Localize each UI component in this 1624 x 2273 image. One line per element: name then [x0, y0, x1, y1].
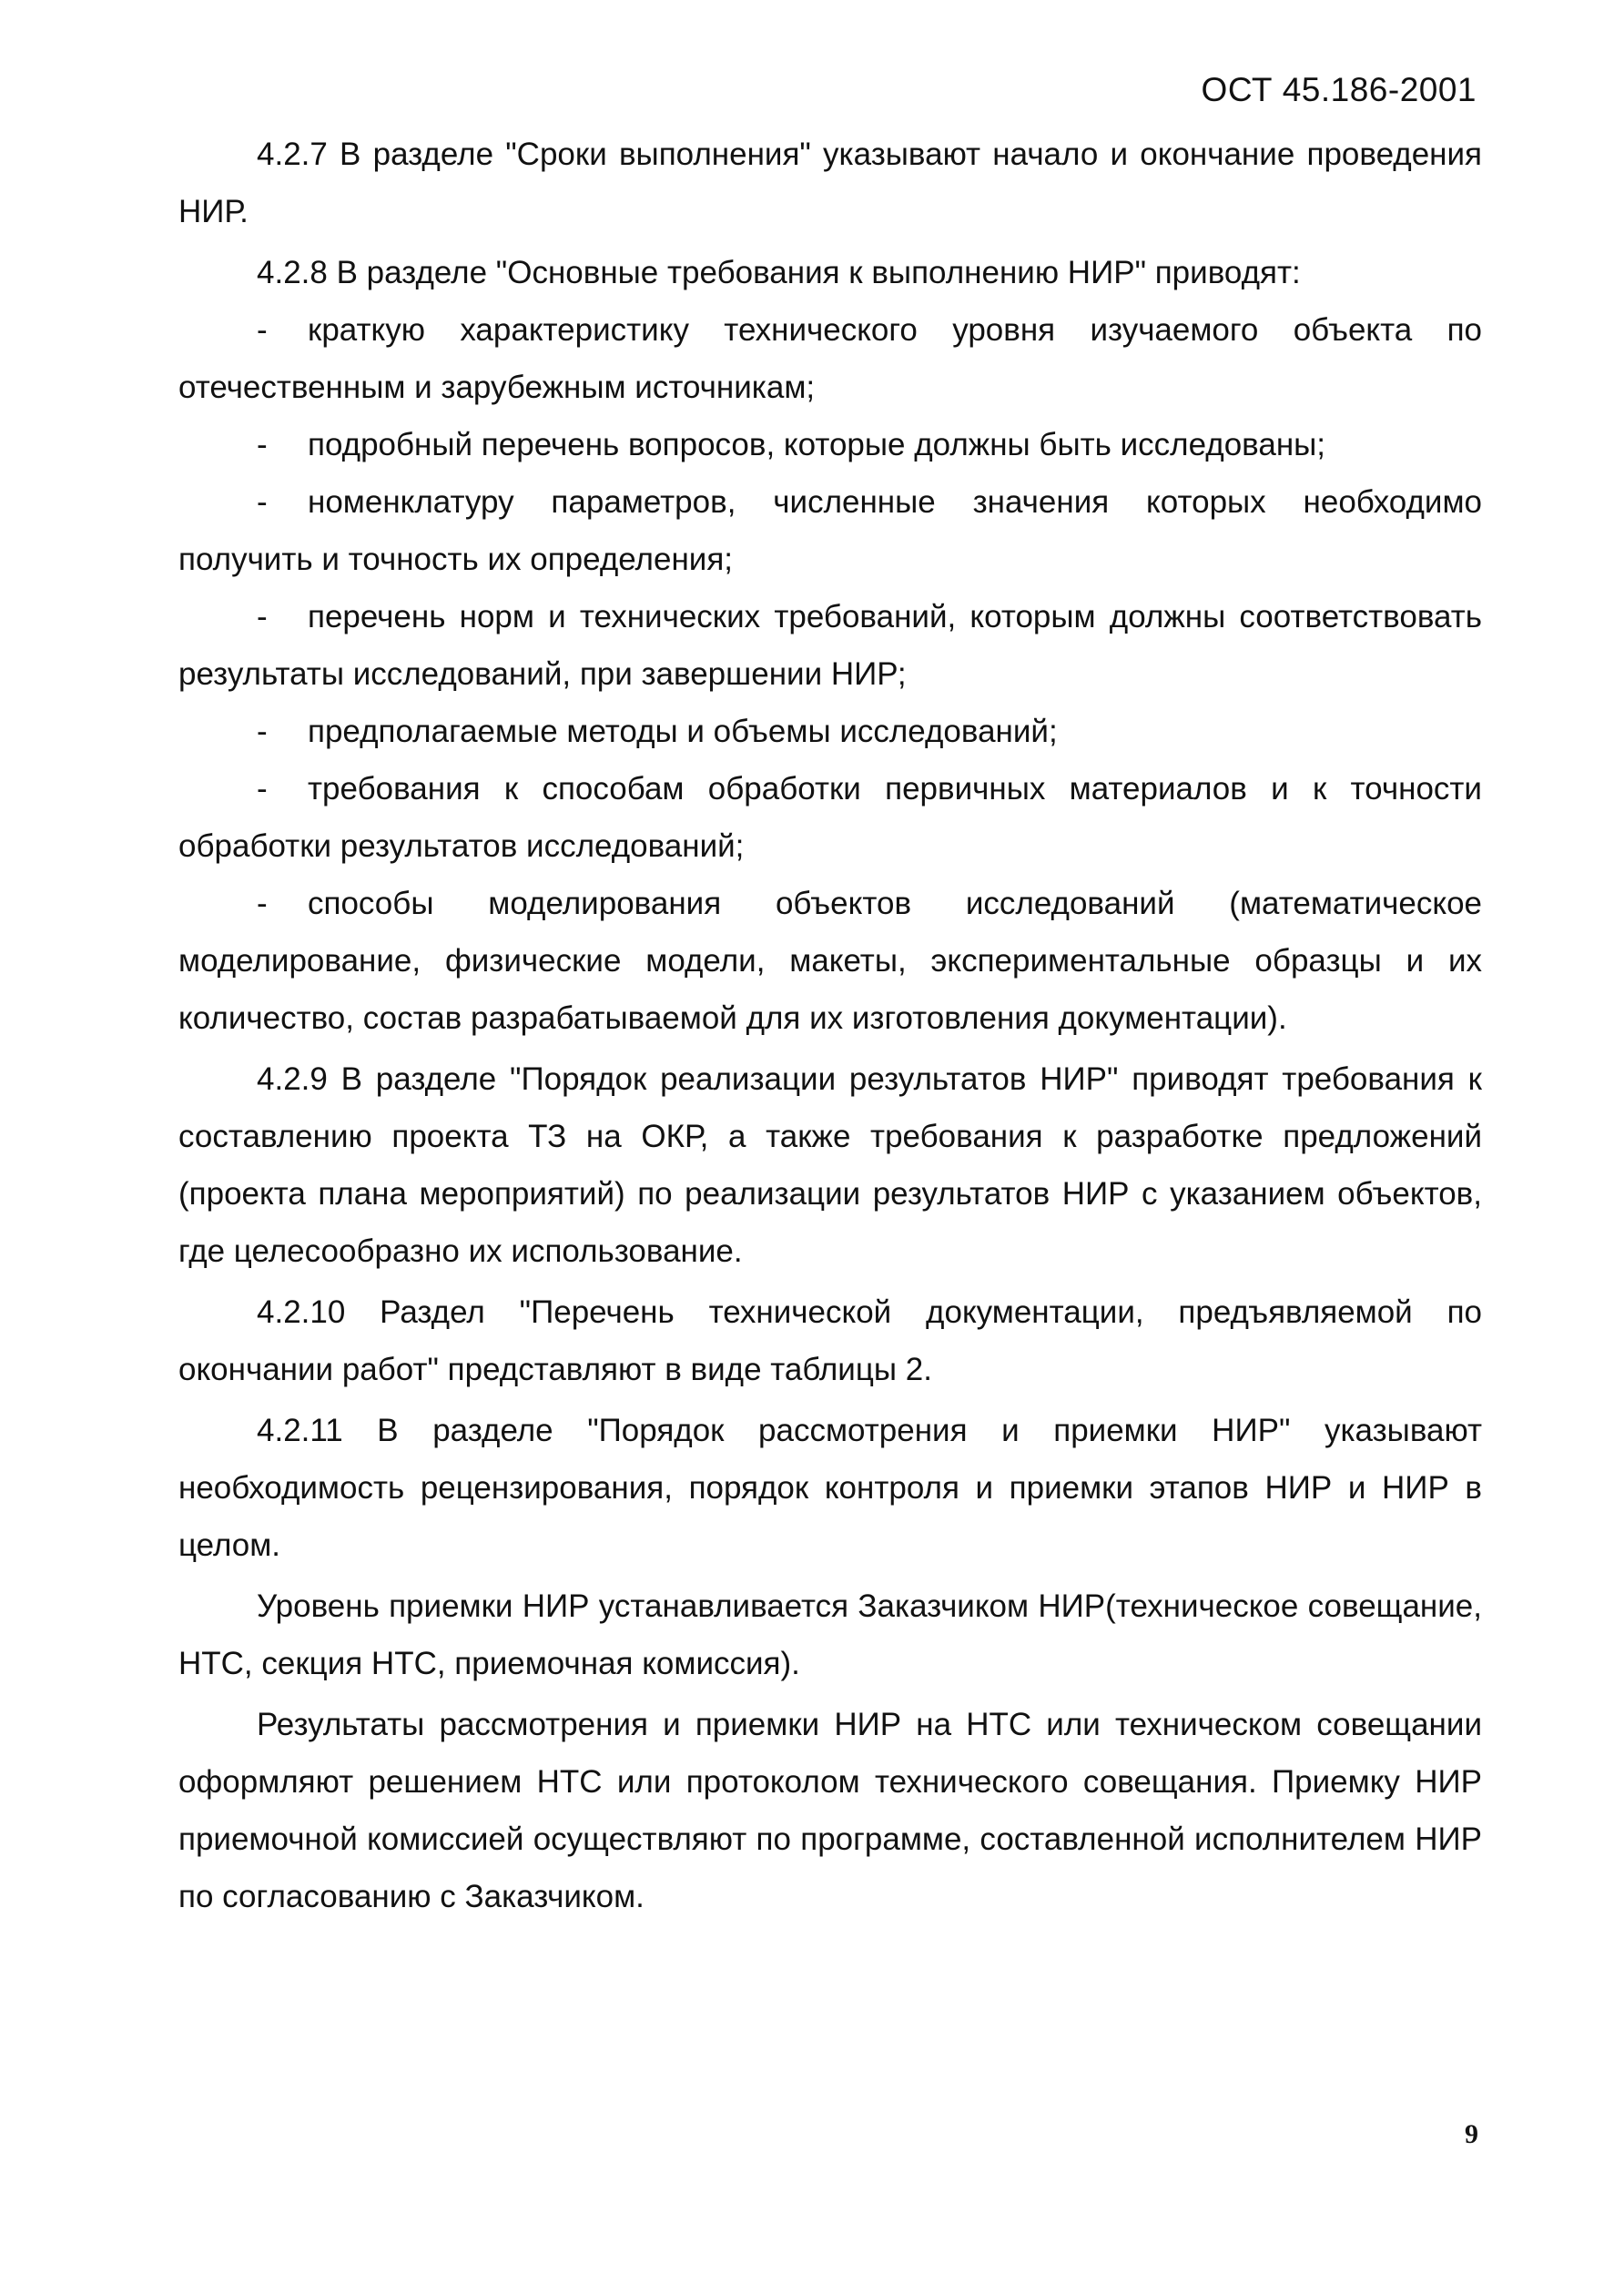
list-dash: -: [257, 484, 268, 520]
list-item: [178, 588, 1482, 703]
paragraph-4-2-11: 4.2.11 В разделе "Порядок рассмотрения и приемки НИР" указывают необходимость рецензирования, порядок контроля и приемки этапов НИР и НИР в целом.: [178, 1413, 1482, 1563]
list-item: [178, 301, 1482, 416]
list-item-text: подробный перечень вопросов, которые должны быть исследованы;: [308, 427, 1326, 462]
list-item-text: требования к способам обработки первичных материалов и к точности обработки результатов исследований;: [178, 771, 1482, 864]
list-item: [178, 760, 1482, 875]
list-item: [178, 416, 1482, 473]
list-item-text: способы моделирования объектов исследований (математическое моделирование, физические модели, макеты, экспериментальные образцы и их количество, состав разрабатываемой для их изготовления документации).: [178, 886, 1482, 1036]
list-dash: -: [257, 771, 268, 807]
paragraph-acceptance-level: Уровень приемки НИР устанавливается Заказчиком НИР(техническое совещание, НТС, секция НТС, приемочная комиссия).: [178, 1588, 1482, 1681]
paragraph-4-2-9: 4.2.9 В разделе "Порядок реализации результатов НИР" приводят требования к составлению проекта ТЗ на ОКР, а также требования к разработке предложений (проекта плана мероприятий) по реализации результатов НИР с указанием объектов, где целесообразно их использование.: [178, 1061, 1482, 1269]
list-item-text: перечень норм и технических требований, которым должны соответствовать результаты исследований, при завершении НИР;: [178, 599, 1482, 692]
list-dash: -: [257, 714, 268, 749]
paragraph-acceptance-results: Результаты рассмотрения и приемки НИР на НТС или техническом совещании оформляют решением НТС или протоколом технического совещания. Приемку НИР приемочной комиссией осуществляют по программе, составленной исполнителем НИР по согласованию с Заказчиком.: [178, 1707, 1482, 1914]
list-item: [178, 875, 1482, 1047]
list-item: [178, 473, 1482, 588]
page-number: 9: [1465, 2119, 1478, 2149]
document-body: [178, 126, 1482, 1925]
list-item-text: номенклатуру параметров, численные значения которых необходимо получить и точность их определения;: [178, 484, 1482, 577]
list-dash: -: [257, 599, 268, 634]
document-code-header: ОСТ 45.186-2001: [1201, 71, 1477, 108]
list-item: [178, 703, 1482, 760]
list-item-text: краткую характеристику технического уровня изучаемого объекта по отечественным и зарубежным источникам;: [178, 312, 1482, 405]
list-dash: -: [257, 427, 268, 462]
paragraph-4-2-10: 4.2.10 Раздел "Перечень технической документации, предъявляемой по окончании работ" представляют в виде таблицы 2.: [178, 1294, 1482, 1387]
list-item-text: предполагаемые методы и объемы исследований;: [308, 714, 1058, 749]
list-dash: -: [257, 312, 268, 348]
paragraph-4-2-7: 4.2.7 В разделе "Сроки выполнения" указывают начало и окончание проведения НИР.: [178, 137, 1482, 229]
paragraph-4-2-8: 4.2.8 В разделе "Основные требования к выполнению НИР" приводят:: [257, 255, 1301, 290]
list-dash: -: [257, 886, 268, 921]
